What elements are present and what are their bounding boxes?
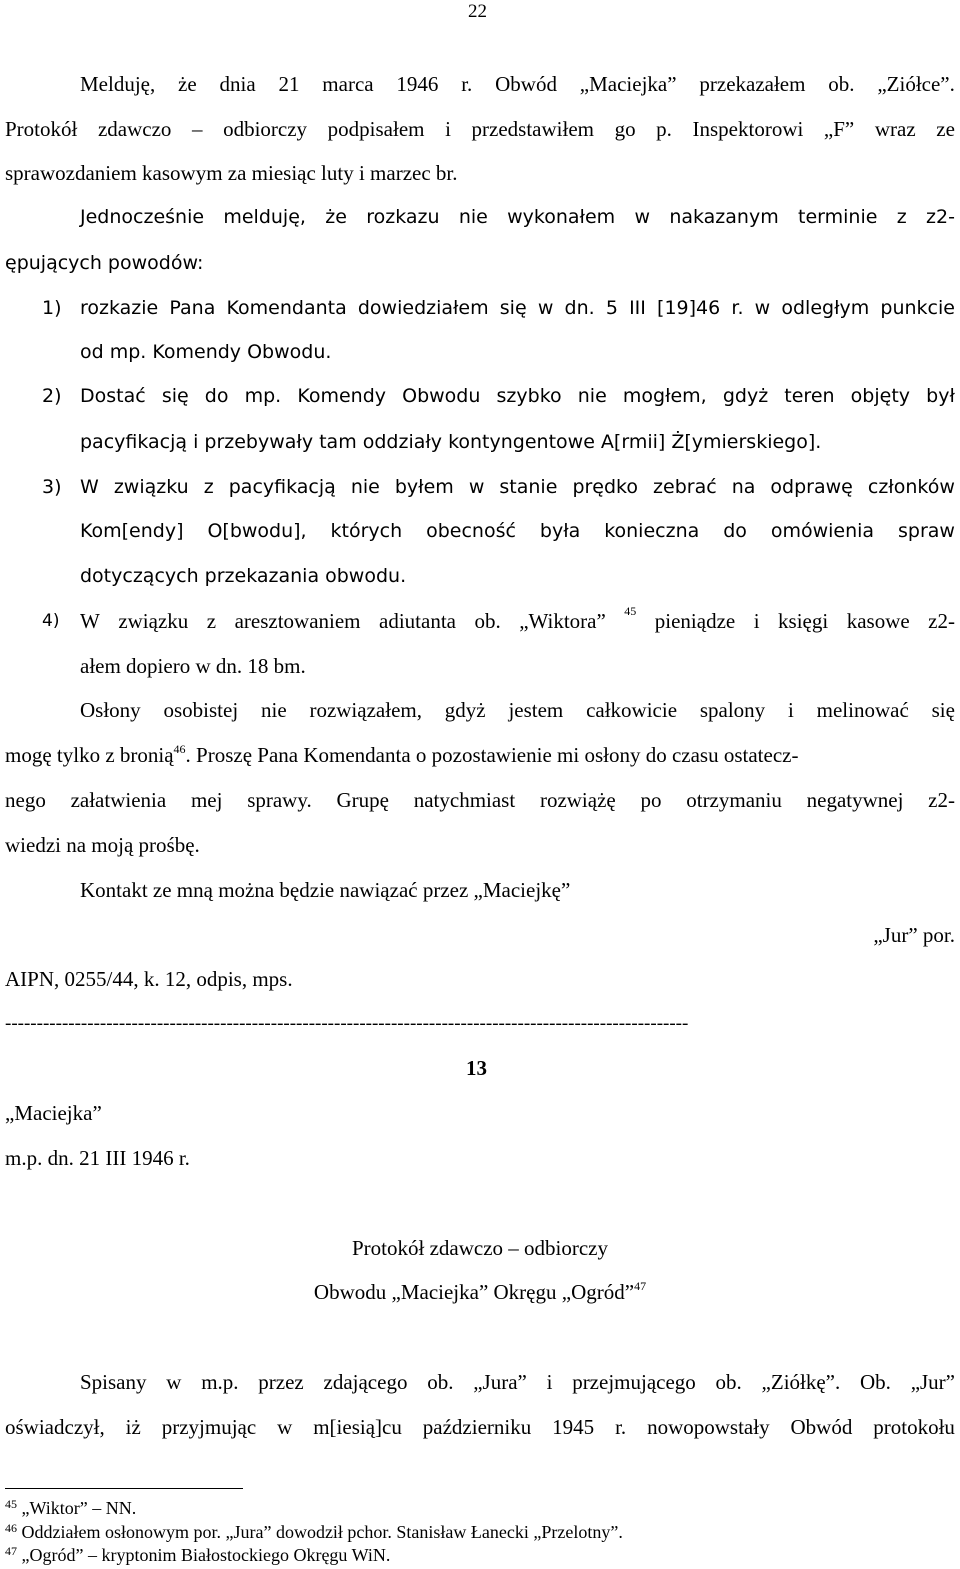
- word: październiku: [422, 1415, 532, 1439]
- word: odprawę: [770, 476, 853, 498]
- word: „Ziółce”.: [877, 72, 955, 96]
- word: 5: [605, 297, 618, 319]
- word: nie: [350, 476, 380, 498]
- word: z2-: [928, 609, 955, 633]
- source-note: AIPN, 0255/44, k. 12, odpis, mps.: [5, 967, 293, 991]
- word: mp.: [244, 385, 282, 407]
- word: że: [325, 206, 347, 228]
- word: zebrać: [653, 476, 717, 498]
- word: „Jura”: [473, 1370, 527, 1394]
- word: i: [787, 698, 794, 722]
- word: Komendy: [297, 385, 386, 407]
- word: go: [614, 117, 636, 141]
- footnote-text: Oddziałem osłonowym por. „Jura” dowodził pchor. Stanisław Łanecki „Przelotny”.: [21, 1522, 623, 1542]
- item-4-line-1: [80, 604, 955, 633]
- word: protokołu: [873, 1415, 955, 1439]
- word: dn.: [564, 297, 595, 319]
- word: „Maciejka”: [579, 72, 677, 96]
- word: się: [499, 297, 527, 319]
- word: w: [634, 206, 651, 228]
- word: terminie: [798, 206, 878, 228]
- item-1-line-2: od mp. Komendy Obwodu.: [80, 341, 332, 363]
- word: iż: [125, 1415, 141, 1439]
- footnote-47: [5, 1545, 390, 1564]
- word: spalony: [699, 698, 766, 722]
- word: 1946: [396, 72, 439, 96]
- footnote-ref-47: 47: [634, 1279, 647, 1293]
- word: do: [204, 385, 229, 407]
- word: szybko: [496, 385, 562, 407]
- paragraph-1-line-2: [5, 119, 955, 140]
- word: Ob.: [860, 1370, 891, 1394]
- word: nie: [260, 698, 287, 722]
- word: nego: [5, 788, 46, 812]
- word: członków: [867, 476, 955, 498]
- word: ob.: [427, 1370, 454, 1394]
- word: marca: [322, 72, 374, 96]
- word: mej: [190, 788, 223, 812]
- word: melduję,: [223, 206, 306, 228]
- word: W: [80, 476, 99, 498]
- word: przyjmując: [161, 1415, 257, 1439]
- word: Pana: [169, 297, 216, 319]
- word: których: [330, 520, 403, 542]
- word: ob.: [474, 609, 501, 633]
- word: oświadczył,: [5, 1415, 105, 1439]
- word: w: [166, 1370, 182, 1394]
- word: omówienia: [770, 520, 875, 542]
- word: Kom[endy]: [80, 520, 184, 542]
- word: „Jur”: [910, 1370, 955, 1394]
- word: przejmującego: [572, 1370, 696, 1394]
- paragraph-1-line-1: [80, 74, 955, 95]
- word: [19]46: [657, 297, 721, 319]
- paragraph-3-line-3: [5, 790, 955, 811]
- item-2-number: 2): [42, 385, 62, 407]
- footnote-text: „Ogród” – kryptonim Białostockiego Okręgu WiN.: [21, 1545, 391, 1565]
- word: w: [277, 1415, 293, 1439]
- footnote-text: „Wiktor” – NN.: [21, 1498, 137, 1518]
- word: jestem: [508, 698, 564, 722]
- word: Spisany: [80, 1370, 147, 1394]
- word: Protokół: [5, 117, 78, 141]
- word: aresztowaniem: [234, 609, 361, 633]
- word: do: [723, 520, 747, 542]
- word: podpisałem: [327, 117, 425, 141]
- word: rozkazie: [80, 297, 159, 319]
- footnote-number: 47: [5, 1544, 17, 1558]
- word: gdyż: [444, 698, 486, 722]
- word: odległym: [781, 297, 870, 319]
- item-3-line-2: [80, 522, 955, 541]
- footnote-ref-46: 46: [173, 742, 186, 756]
- word: zdającego: [323, 1370, 408, 1394]
- word: wraz: [874, 117, 916, 141]
- word: „F”: [823, 117, 855, 141]
- word: Obwód: [495, 72, 557, 96]
- word: Melduję,: [80, 72, 156, 96]
- word: Osłony: [80, 698, 141, 722]
- word: 1945: [552, 1415, 595, 1439]
- word: konieczna: [604, 520, 700, 542]
- paragraph-2-line-1: [80, 208, 955, 227]
- word: związku: [118, 609, 189, 633]
- word: z2-: [926, 206, 955, 228]
- word: Obwód: [790, 1415, 853, 1439]
- word: przedstawiłem: [471, 117, 594, 141]
- word: r.: [461, 72, 473, 96]
- word: Komendanta: [226, 297, 347, 319]
- word: m[iesią]cu: [313, 1415, 402, 1439]
- paragraph-3-line-2: mogę tylko z bronią$^{46}$. Proszę Pana Komendanta o pozostawienie mi osłony do czasu ostatecz-: [5, 742, 799, 767]
- item-1-number: 1): [42, 297, 62, 319]
- word: związku: [113, 476, 189, 498]
- word: Jednocześnie: [80, 206, 205, 228]
- word: pieniądze: [654, 609, 736, 633]
- footnote-divider: [5, 1488, 243, 1489]
- word: r.: [731, 297, 744, 319]
- word: stanie: [499, 476, 558, 498]
- word: w: [537, 297, 554, 319]
- document-number: 13: [466, 1056, 487, 1080]
- footnote-number: 46: [5, 1521, 17, 1535]
- word: gdyż: [722, 385, 769, 407]
- word: otrzymaniu: [686, 788, 782, 812]
- word: Obwodu: [402, 385, 481, 407]
- paragraph-4: Kontakt ze mną można będzie nawiązać przez „Maciejkę”: [80, 878, 571, 902]
- word: –: [191, 117, 203, 141]
- paragraph-2-line-2: ępujących powodów:: [5, 252, 204, 274]
- word: ob.: [715, 1370, 742, 1394]
- paragraph-3-line-1: [80, 700, 955, 721]
- word: obecność: [426, 520, 516, 542]
- document-sender: „Maciejka”: [5, 1101, 102, 1125]
- item-3-line-1: [80, 478, 955, 497]
- word: objęty: [850, 385, 911, 407]
- word: rozwiązałem,: [309, 698, 422, 722]
- word: negatywnej: [806, 788, 904, 812]
- word: i: [546, 1370, 553, 1394]
- word: prędko: [572, 476, 639, 498]
- word: nie: [458, 206, 488, 228]
- document-title-line-1: Protokół zdawczo – odbiorczy: [351, 1236, 608, 1260]
- word: osobistej: [163, 698, 239, 722]
- doc13-paragraph-line-1: [80, 1372, 955, 1393]
- signature: „Jur” por.: [873, 923, 955, 947]
- document-place-date: m.p. dn. 21 III 1946 r.: [5, 1146, 190, 1170]
- word: rozkazu: [366, 206, 440, 228]
- item-2-line-2: pacyfikacją i przebywały tam oddziały kontyngentowe A[rmii] Ż[ymierskiego].: [80, 431, 822, 453]
- footnote-number: 45: [5, 1497, 17, 1511]
- word: się: [931, 698, 955, 722]
- document-title-line-2: Obwodu „Maciejka” Okręgu „Ogród”$^{47}$: [313, 1279, 647, 1304]
- word: z: [896, 206, 907, 228]
- word: po: [640, 788, 662, 812]
- doc13-paragraph-line-2: [5, 1417, 955, 1438]
- word: „Wiktora”: [519, 609, 606, 633]
- word: W: [80, 609, 100, 633]
- word: i: [445, 117, 451, 141]
- word: ze: [936, 117, 955, 141]
- page-number: 22: [468, 1, 487, 22]
- word: spraw: [898, 520, 955, 542]
- word: załatwienia: [70, 788, 167, 812]
- word: z: [206, 609, 217, 633]
- word: się: [161, 385, 189, 407]
- footnote-46: [5, 1522, 623, 1541]
- word: adiutanta: [379, 609, 456, 633]
- word: pacyfikacją: [228, 476, 336, 498]
- item-3-line-3: dotyczących przekazania obwodu.: [80, 565, 407, 587]
- item-2-line-1: [80, 387, 955, 406]
- word: ob.: [828, 72, 855, 96]
- paragraph-3-line-4: wiedzi na moją prośbę.: [5, 833, 200, 857]
- word: teren: [784, 385, 835, 407]
- word: przez: [258, 1370, 304, 1394]
- word: melinować: [816, 698, 909, 722]
- word: zdawczo: [97, 117, 172, 141]
- word: w: [754, 297, 771, 319]
- word: p.: [656, 117, 672, 141]
- word: i: [753, 609, 760, 633]
- word: sprawy.: [247, 788, 312, 812]
- paragraph-1-line-3: sprawozdaniem kasowym za miesiąc luty i marzec br.: [5, 161, 458, 185]
- word: na: [731, 476, 756, 498]
- word: w: [468, 476, 485, 498]
- word: O[bwodu],: [207, 520, 307, 542]
- word: Inspektorowi: [692, 117, 804, 141]
- word: kasowe: [846, 609, 910, 633]
- word: księgi: [778, 609, 829, 633]
- word: „Ziółkę”.: [761, 1370, 841, 1394]
- word: dowiedziałem: [357, 297, 489, 319]
- word: całkowicie: [586, 698, 678, 722]
- word: rozwiążę: [539, 788, 616, 812]
- word: natychmiast: [413, 788, 516, 812]
- word: był: [926, 385, 955, 407]
- item-1-line-1: [80, 299, 955, 318]
- separator-line: ------------------------------------------------------------------------------------------------------------: [5, 1014, 689, 1033]
- item-4-line-2: ałem dopiero w dn. 18 bm.: [80, 654, 306, 678]
- word: z: [203, 476, 214, 498]
- word: Grupę: [336, 788, 389, 812]
- word: byłem: [394, 476, 454, 498]
- word: m.p.: [201, 1370, 239, 1394]
- word: nowopowstały: [647, 1415, 770, 1439]
- item-4-number: 4): [42, 611, 60, 631]
- footnote-ref-45: 45: [624, 604, 637, 618]
- word: nie: [577, 385, 607, 407]
- word: r.: [615, 1415, 627, 1439]
- word: z2-: [928, 788, 955, 812]
- word: wykonałem: [507, 206, 616, 228]
- word: 21: [278, 72, 300, 96]
- word: nakazanym: [669, 206, 779, 228]
- footnote-45: [5, 1498, 136, 1517]
- word: punkcie: [880, 297, 955, 319]
- word: odbiorczy: [223, 117, 308, 141]
- word: że: [178, 72, 197, 96]
- word: dnia: [219, 72, 256, 96]
- item-3-number: 3): [42, 476, 62, 498]
- word: przekazałem: [699, 72, 806, 96]
- word: była: [539, 520, 581, 542]
- word: mogłem,: [622, 385, 707, 407]
- word: Dostać: [80, 385, 146, 407]
- word: III: [629, 297, 646, 319]
